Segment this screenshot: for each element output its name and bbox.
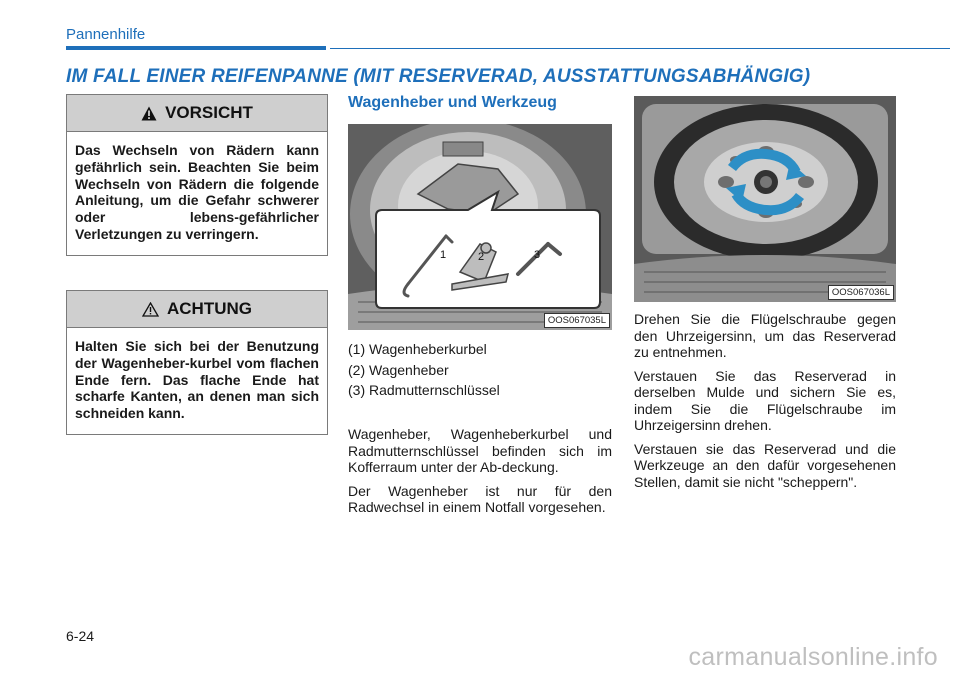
chapter-title: IM FALL EINER REIFENPANNE (MIT RESERVERAD, AUSSTATTUNGSABHÄNGIG) (66, 66, 811, 87)
paragraph: Drehen Sie die Flügelschraube gegen den Uhrzeigersinn, um das Reserverad zu entnehmen. (634, 311, 896, 360)
list-item: (3) Radmutternschlüssel (348, 382, 500, 398)
paragraph: Wagenheber, Wagenheberkurbel und Radmutternschlüssel befinden sich im Kofferraum unter der Ab-deckung. (348, 426, 612, 475)
header-rule-thin (330, 48, 950, 49)
spare-wheel-image (634, 96, 896, 302)
warning-text: Das Wechseln von Rädern kann gefährlich sein. Beachten Sie beim Wechseln von Rädern die folgende Anleitung, um die Gefahr schwerer oder lebens-gefährlicher Verletzungen zu verringern. (75, 142, 319, 242)
header-rule-thick (66, 46, 326, 50)
middle-text (348, 426, 612, 523)
watermark: carmanualsonline.info (688, 643, 938, 671)
paragraph: Verstauen sie das Reserverad und die Werkzeuge an den dafür vorgesehenen Stellen, damit sie nicht "scheppern". (634, 440, 896, 490)
warning-triangle-icon (141, 106, 157, 121)
paragraph: Der Wagenheber ist nur für den Radwechsel in einem Notfall vorgesehen. (348, 482, 612, 515)
warning-box-achtung (66, 290, 328, 435)
tool-list (348, 339, 612, 401)
right-text (634, 311, 896, 497)
warning-box-vorsicht (66, 94, 328, 256)
warning-label: VORSICHT (165, 103, 253, 122)
caution-text: Halten Sie sich bei der Benutzung der Wagenheber-kurbel vom flachen Ende fern. Das flache Ende hat scharfe Kanten, an denen man sich schneiden kann. (75, 338, 319, 422)
warning-header (67, 95, 327, 132)
jack-tools-image (348, 124, 612, 330)
spare-wheel-illustration (634, 96, 896, 302)
subsection-title: Wagenheber und Werkzeug (348, 94, 557, 111)
list-item: (2) Wagenheber (348, 361, 449, 378)
paragraph: Verstauen Sie das Reserverad in derselben Mulde und sichern Sie es, indem Sie die Flügelschraube im Uhrzeigersinn drehen. (634, 367, 896, 433)
trunk-jack-illustration (348, 124, 612, 330)
caution-label: ACHTUNG (167, 299, 252, 318)
image-code: OOS067036L (828, 285, 894, 300)
callout-1: 1 (440, 249, 447, 261)
callout-3: 3 (534, 249, 541, 261)
caution-header (67, 291, 327, 328)
image-code: OOS067035L (544, 313, 610, 328)
caution-triangle-icon (142, 302, 159, 317)
list-item: (1) Wagenheberkurbel (348, 341, 487, 357)
page-number: 6-24 (66, 628, 95, 644)
section-label: Pannenhilfe (66, 26, 146, 43)
callout-2: 2 (478, 251, 485, 263)
